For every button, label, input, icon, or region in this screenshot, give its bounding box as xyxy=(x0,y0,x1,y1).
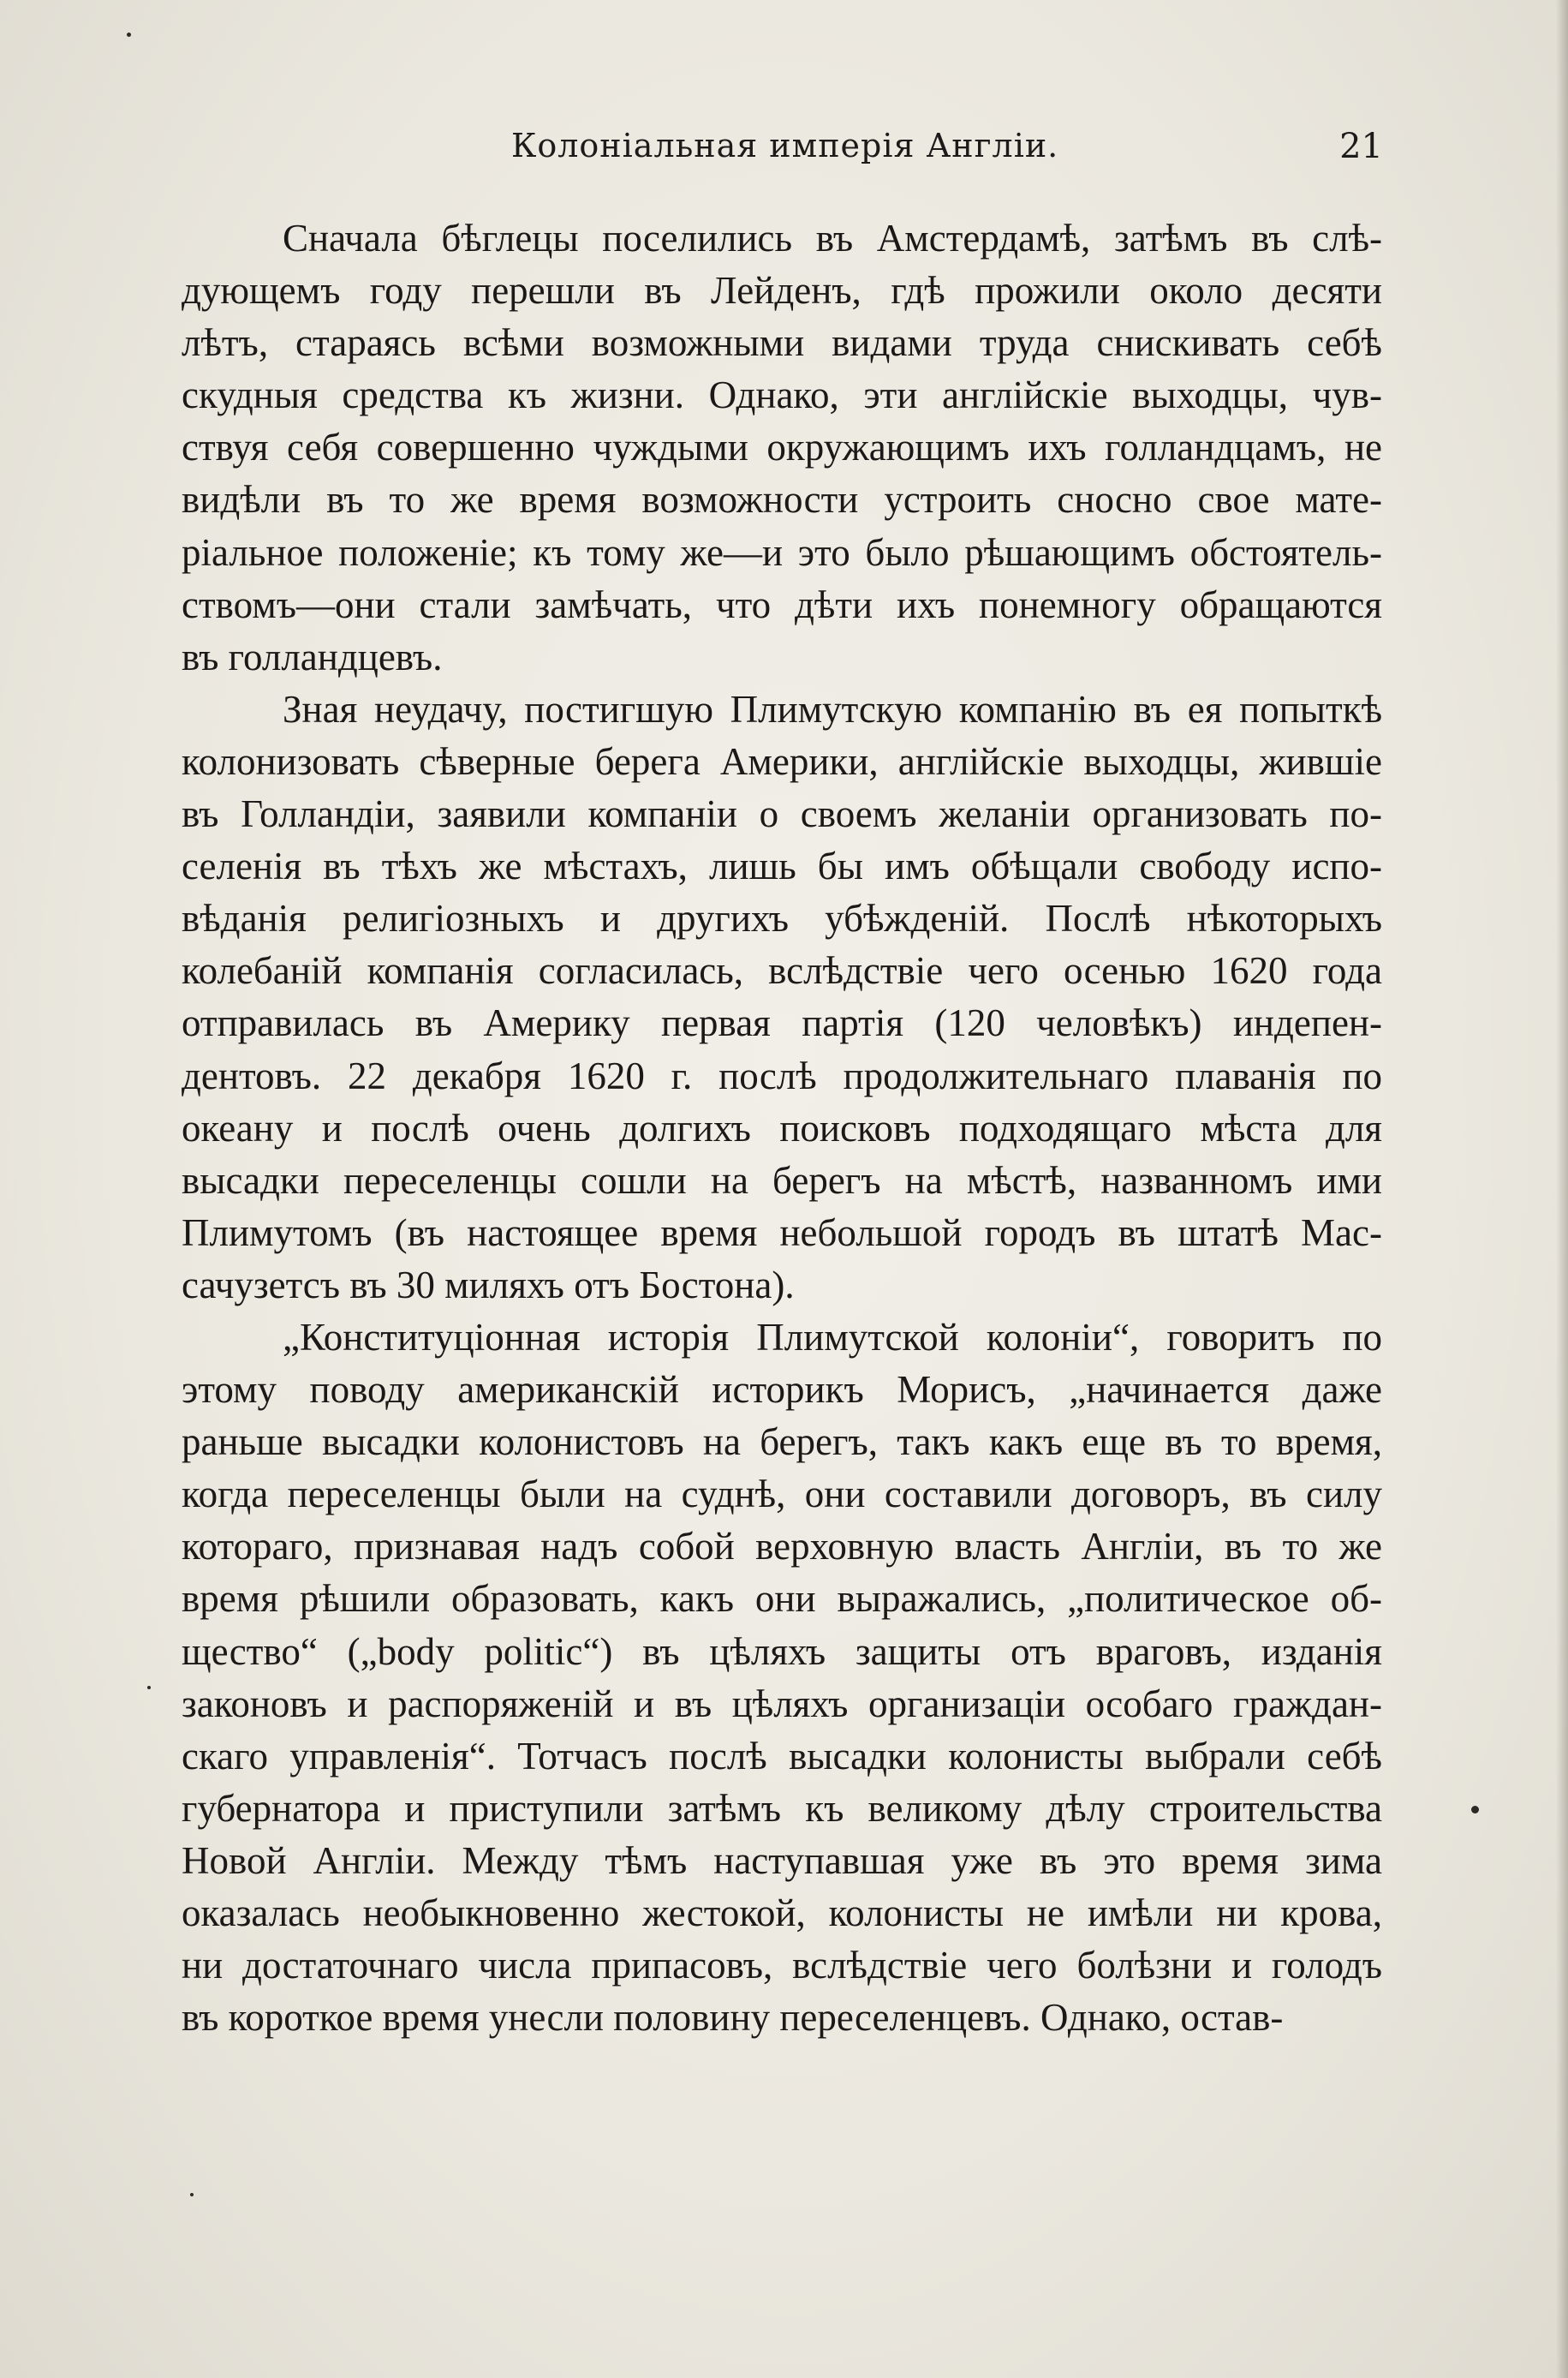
text-line: высадки переселенцы сошли на берегъ на мѣстѣ, названномъ ими xyxy=(182,1158,1382,1202)
text-line: законовъ и распоряженій и въ цѣляхъ организаціи особаго граждан- xyxy=(182,1682,1382,1725)
text-line: въ голландцевъ. xyxy=(182,635,443,678)
running-head xyxy=(184,127,1383,178)
text-line: щество“ („body politic“) въ цѣляхъ защиты отъ враговъ, изданія xyxy=(182,1629,1382,1673)
text-line: колонизовать сѣверные берега Америки, англійскіе выходцы, жившіе xyxy=(182,739,1382,783)
text-line: дентовъ. 22 декабря 1620 г. послѣ продолжительнаго плаванія по xyxy=(182,1054,1382,1097)
text-line: скудныя средства къ жизни. Однако, эти англійскіе выходцы, чув- xyxy=(182,373,1382,417)
text-line: отправилась въ Америку первая партія (120 человѣкъ) индепен- xyxy=(182,1001,1382,1045)
text-line: оказалась необыкновенно жестокой, колонисты не имѣли ни крова, xyxy=(182,1891,1382,1934)
text-line: Новой Англіи. Между тѣмъ наступавшая уже въ это время зима xyxy=(182,1838,1382,1882)
text-line: ріальное положеніе; къ тому же—и это было рѣшающимъ обстоятель- xyxy=(182,530,1382,574)
text-line: ствуя себя совершенно чуждыми окружающимъ ихъ голландцамъ, не xyxy=(182,426,1382,469)
text-line: скаго управленія“. Тотчасъ послѣ высадки колонисты выбрали себѣ xyxy=(182,1734,1382,1778)
text-line: Плимутомъ (въ настоящее время небольшой городъ въ штатѣ Мас- xyxy=(182,1210,1382,1254)
text-line: этому поводу американскій историкъ Морисъ, „начинается даже xyxy=(182,1368,1382,1412)
paragraph xyxy=(182,1311,1382,2044)
paragraph xyxy=(182,212,1382,684)
print-speck xyxy=(1471,1806,1479,1813)
text-line: „Конституціонная исторія Плимутской колоніи“, говоритъ по xyxy=(283,1315,1382,1359)
text-line: видѣли въ то же время возможности устроить сносно свое мате- xyxy=(182,478,1382,522)
print-speck xyxy=(147,1686,151,1689)
text-line: ствомъ—они стали замѣчать, что дѣти ихъ понемногу обращаются xyxy=(182,583,1382,626)
text-line: въ Голландіи, заявили компаніи о своемъ желаніи организовать по- xyxy=(182,792,1382,836)
text-line: когда переселенцы были на суднѣ, они составили договоръ, въ силу xyxy=(182,1473,1382,1516)
text-line: въ короткое время унесли половину переселенцевъ. Однако, остав- xyxy=(182,1996,1284,2040)
print-speck xyxy=(190,2193,194,2196)
text-line: селенія въ тѣхъ же мѣстахъ, лишь бы имъ обѣщали свободу испо- xyxy=(182,845,1382,888)
text-line: раньше высадки колонистовъ на берегъ, такъ какъ еще въ то время, xyxy=(182,1420,1382,1464)
text-line: котораго, признавая надъ собой верховную власть Англіи, въ то же xyxy=(182,1525,1382,1568)
text-line: время рѣшили образовать, какъ они выражались, „политическое об- xyxy=(182,1577,1382,1621)
running-title: Колоніальная имперія Англіи. xyxy=(511,127,1059,164)
text-line: ни достаточнаго числа припасовъ, вслѣдствіе чего болѣзни и голодъ xyxy=(182,1944,1382,1987)
text-line: вѣданія религіозныхъ и другихъ убѣжденій. Послѣ нѣкоторыхъ xyxy=(182,897,1382,941)
page-number: 21 xyxy=(1339,127,1383,166)
text-line: Зная неудачу, постигшую Плимутскую компанію въ ея попыткѣ xyxy=(283,687,1382,731)
paragraph xyxy=(182,684,1382,1311)
text-line: Сначала бѣглецы поселились въ Амстердамѣ, затѣмъ въ слѣ- xyxy=(283,217,1382,260)
print-speck xyxy=(127,33,131,37)
text-line: дующемъ году перешли въ Лейденъ, гдѣ прожили около десяти xyxy=(182,269,1382,313)
text-line: губернатора и приступили затѣмъ къ великому дѣлу строительства xyxy=(182,1786,1382,1830)
page-edge-shadow xyxy=(1556,0,1568,2378)
text-line: океану и послѣ очень долгихъ поисковъ подходящаго мѣста для xyxy=(182,1106,1382,1150)
text-line: сачузетсъ въ 30 миляхъ отъ Бостона). xyxy=(182,1263,795,1306)
text-line: лѣтъ, стараясь всѣми возможными видами труда снискивать себѣ xyxy=(182,321,1382,365)
body-text xyxy=(182,212,1382,2044)
text-line: колебаній компанія согласилась, вслѣдствіе чего осенью 1620 года xyxy=(182,949,1382,993)
